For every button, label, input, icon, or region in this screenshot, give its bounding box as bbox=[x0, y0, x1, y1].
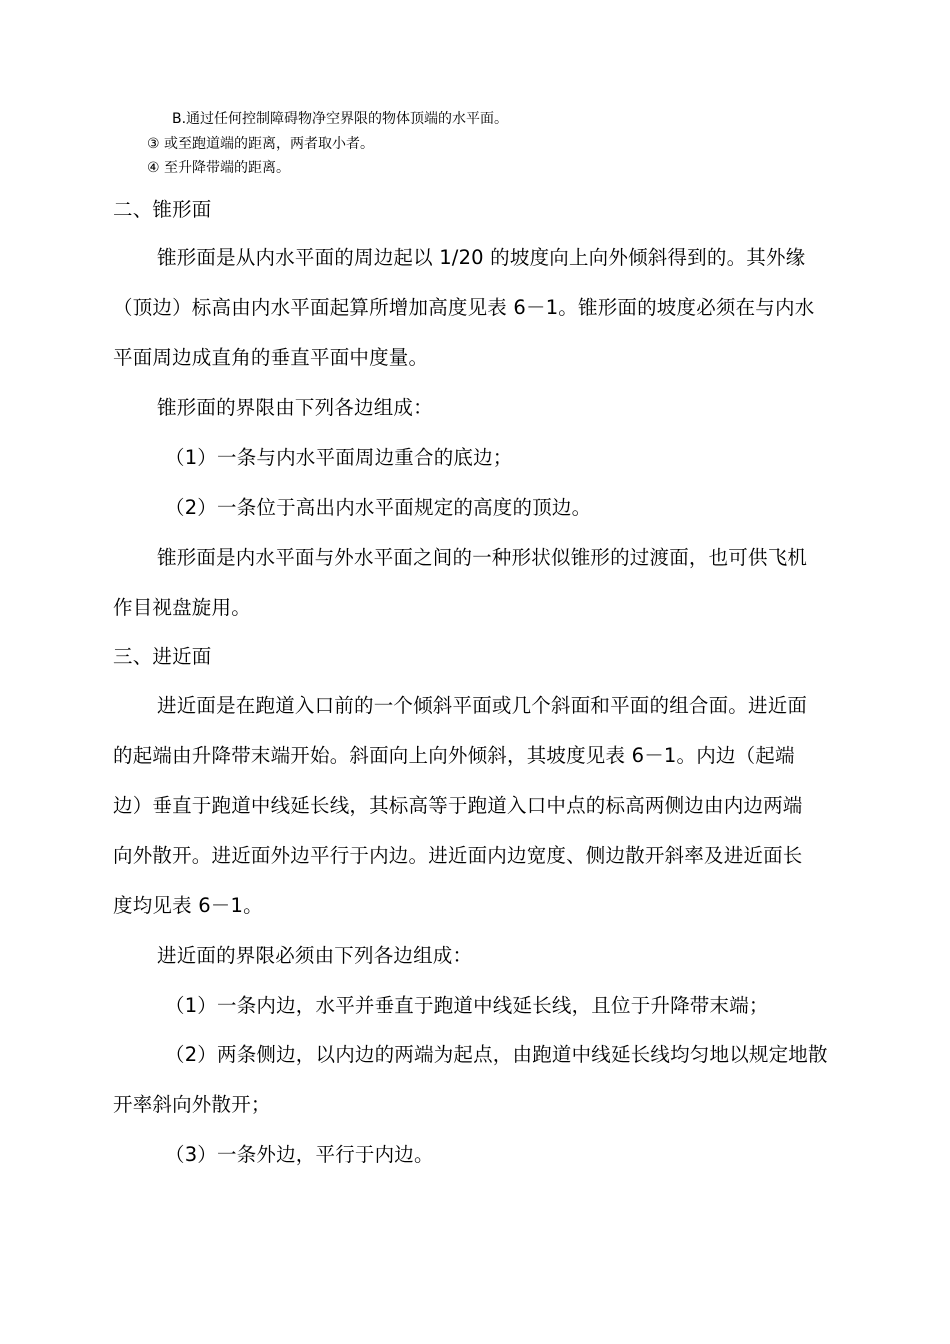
section-3-paragraph-1-line-1: 进近面是在跑道入口前的一个倾斜平面或几个斜面和平面的组合面。进近面 bbox=[157, 694, 808, 717]
section-3-paragraph-1-line-2: 的起端由升降带末端开始。斜面向上向外倾斜，其坡度见表 6－1。内边（起端 bbox=[113, 744, 795, 767]
section-2-paragraph-2: 锥形面的界限由下列各边组成： bbox=[157, 396, 433, 419]
section-2-paragraph-1-line-3: 平面周边成直角的垂直平面中度量。 bbox=[113, 346, 429, 369]
section-3-paragraph-1-line-3: 边）垂直于跑道中线延长线，其标高等于跑道入口中点的标高两侧边由内边两端 bbox=[113, 794, 803, 817]
section-3-list-item-3: （3）一条外边，平行于内边。 bbox=[165, 1143, 434, 1166]
section-3-list-item-2-line-2: 开率斜向外散开； bbox=[113, 1093, 271, 1116]
section-3-heading: 三、进近面 bbox=[113, 645, 212, 668]
section-3-paragraph-1-line-5: 度均见表 6－1。 bbox=[113, 894, 263, 917]
section-2-paragraph-3-line-2: 作目视盘旋用。 bbox=[113, 596, 251, 619]
section-2-paragraph-1-line-2: （顶边）标高由内水平面起算所增加高度见表 6－1。锥形面的坡度必须在与内水 bbox=[113, 296, 815, 319]
section-3-list-item-2-line-1: （2）两条侧边，以内边的两端为起点，由跑道中线延长线均匀地以规定地散 bbox=[165, 1043, 828, 1066]
section-3-paragraph-1-line-4: 向外散开。进近面外边平行于内边。进近面内边宽度、侧边散开斜率及进近面长 bbox=[113, 844, 803, 867]
section-3-list-item-1: （1）一条内边，水平并垂直于跑道中线延长线，且位于升降带末端； bbox=[165, 994, 769, 1017]
section-2-paragraph-1-line-1: 锥形面是从内水平面的周边起以 1/20 的坡度向上向外倾斜得到的。其外缘 bbox=[157, 246, 806, 269]
section-2-heading: 二、锥形面 bbox=[113, 198, 212, 221]
note-3: ③ 或至跑道端的距离，两者取小者。 bbox=[147, 136, 375, 152]
section-3-paragraph-2: 进近面的界限必须由下列各边组成： bbox=[157, 944, 473, 967]
section-2-paragraph-3-line-1: 锥形面是内水平面与外水平面之间的一种形状似锥形的过渡面，也可供飞机 bbox=[157, 546, 808, 569]
section-2-list-item-2: （2）一条位于高出内水平面规定的高度的顶边。 bbox=[165, 496, 592, 519]
section-2-list-item-1: （1）一条与内水平面周边重合的底边； bbox=[165, 446, 513, 469]
note-4: ④ 至升降带端的距离。 bbox=[147, 160, 291, 176]
note-b: B.通过任何控制障碍物净空界限的物体顶端的水平面。 bbox=[172, 111, 509, 127]
